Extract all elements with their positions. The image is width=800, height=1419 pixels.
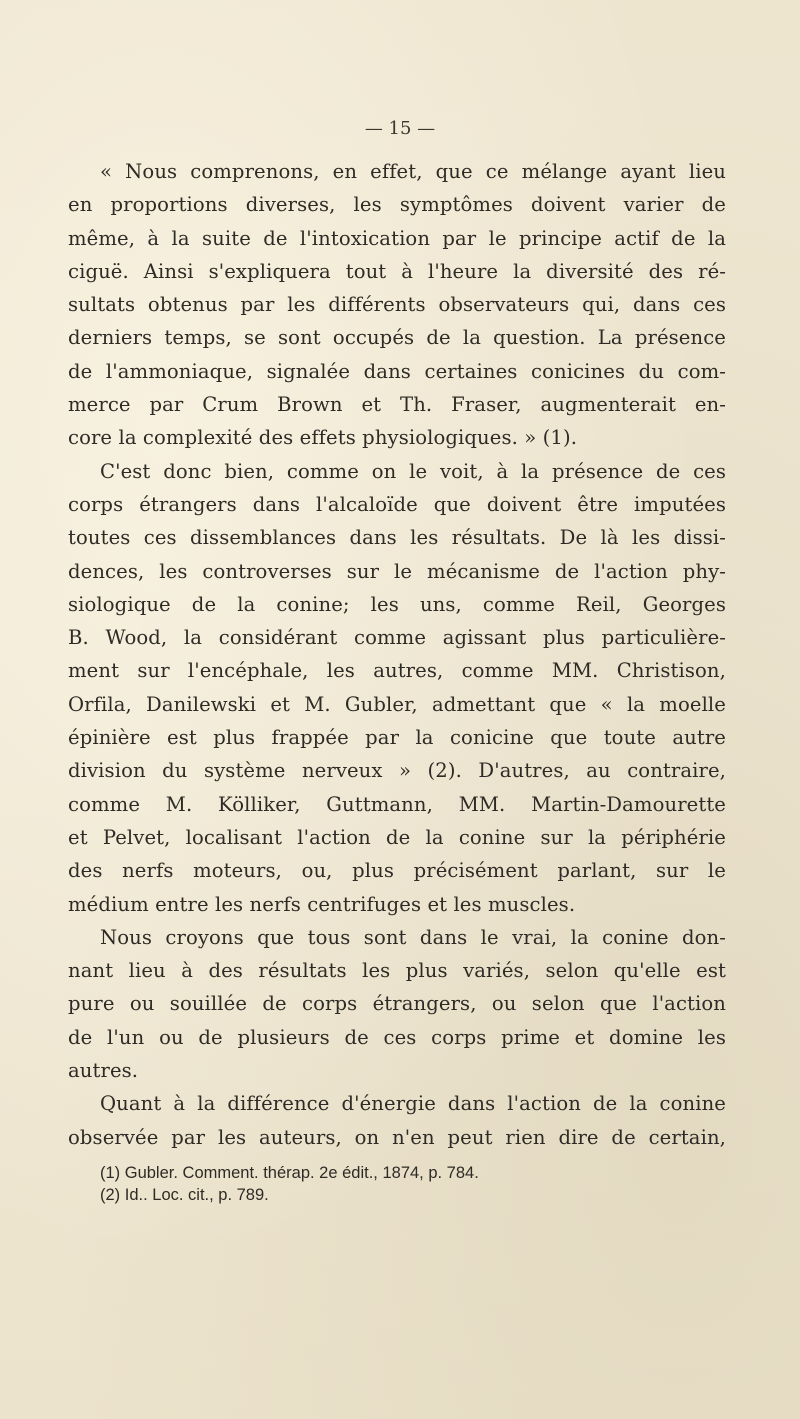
text-line: en proportions diverses, les symptômes doivent varier de — [68, 193, 726, 217]
text-line: médium entre les nerfs centrifuges et les muscles. — [68, 892, 576, 916]
text-line: C'est donc bien, comme on le voit, à la présence de ces — [100, 459, 726, 483]
text-line: nant lieu à des résultats les plus variés, selon qu'elle est — [68, 959, 726, 983]
text-line: core la complexité des effets physiologiques. » (1). — [68, 426, 578, 450]
text-line: comme M. Kölliker, Guttmann, MM. Martin-Damourette — [68, 792, 726, 816]
text-line: derniers temps, se sont occupés de la question. La présence — [68, 326, 726, 350]
text-line: division du système nerveux » (2). D'autres, au contraire, — [68, 759, 726, 783]
text-line: B. Wood, la considérant comme agissant plus particulière- — [68, 626, 726, 650]
text-line: siologique de la conine; les uns, comme Reil, Georges — [68, 592, 726, 616]
text-line: pure ou souillée de corps étrangers, ou selon que l'action — [68, 992, 726, 1016]
page-number: — 15 — — [364, 118, 436, 139]
text-line: sultats obtenus par les différents observateurs qui, dans ces — [68, 293, 726, 317]
footnote: (1) Gubler. Comment. thérap. 2e édit., 1874, p. 784. — [100, 1164, 479, 1182]
text-line: « Nous comprenons, en effet, que ce mélange ayant lieu — [100, 160, 726, 183]
text-line: corps étrangers dans l'alcaloïde que doivent être imputées — [68, 492, 726, 516]
body-text — [68, 155, 726, 1154]
text-line: et Pelvet, localisant l'action de la conine sur la périphérie — [68, 825, 726, 849]
text-line: observée par les auteurs, on n'en peut rien dire de certain, — [68, 1125, 726, 1149]
text-line: Quant à la différence d'énergie dans l'action de la conine — [100, 1092, 726, 1116]
text-line: dences, les controverses sur le mécanisme de l'action phy- — [68, 559, 726, 583]
text-line: toutes ces dissemblances dans les résultats. De là les dissi- — [68, 526, 726, 550]
text-line: merce par Crum Brown et Th. Fraser, augmenterait en- — [68, 393, 726, 417]
footnotes — [100, 1162, 740, 1206]
text-line: ment sur l'encéphale, les autres, comme MM. Christison, — [68, 659, 726, 683]
text-line: Nous croyons que tous sont dans le vrai, la conine don- — [100, 925, 726, 949]
footnote: (2) Id.. Loc. cit., p. 789. — [100, 1186, 269, 1204]
text-line: Orfila, Danilewski et M. Gubler, admettant que « la moelle — [68, 692, 726, 716]
text-line: même, à la suite de l'intoxication par le principe actif de la — [68, 226, 726, 250]
text-line: de l'ammoniaque, signalée dans certaines conicines du com- — [68, 359, 726, 383]
text-line: autres. — [68, 1059, 139, 1083]
text-line: épinière est plus frappée par la conicine que toute autre — [68, 726, 726, 750]
text-line: ciguë. Ainsi s'expliquera tout à l'heure la diversité des ré- — [68, 259, 726, 283]
text-line: de l'un ou de plusieurs de ces corps prime et domine les — [68, 1025, 726, 1049]
text-line: des nerfs moteurs, ou, plus précisément parlant, sur le — [68, 859, 726, 883]
